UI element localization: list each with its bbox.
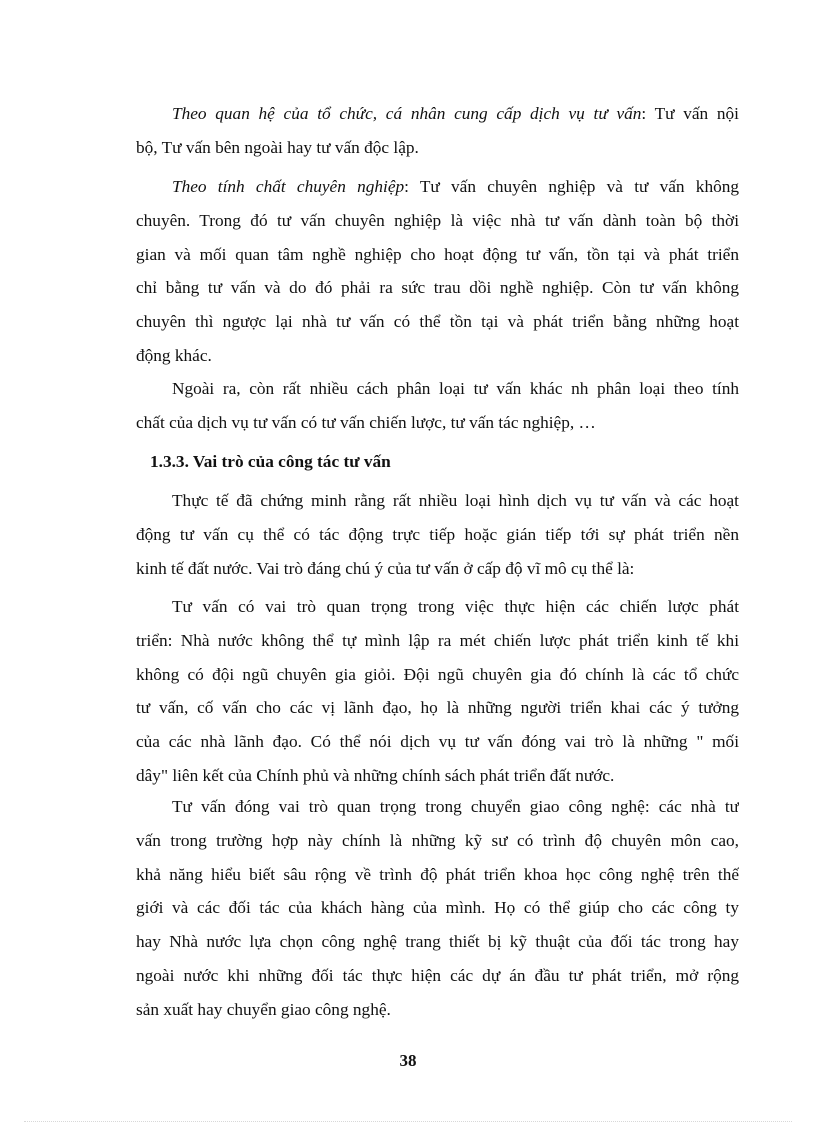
text-line: bộ, Tư vấn bên ngoài hay tư vấn độc lập. xyxy=(136,137,419,157)
paragraph-consulting-relation xyxy=(136,97,739,165)
text-line: gian và mối quan tâm nghề nghiệp cho hoạt động tư vấn, tồn tại và phát triển xyxy=(136,244,739,264)
paragraph-technology-transfer xyxy=(136,790,739,1027)
section-heading: 1.3.3. Vai trò của công tác tư vấn xyxy=(150,452,391,471)
text-line xyxy=(136,170,739,204)
text-line: khả năng hiểu biết sâu rộng về trình độ phát triển khoa học công nghệ trên thế xyxy=(136,864,739,884)
text-line: vấn trong trường hợp này chính là những kỹ sư có trình độ chuyên môn cao, xyxy=(136,830,739,850)
text-line: chất của dịch vụ tư vấn có tư vấn chiến lược, tư vấn tác nghiệp, … xyxy=(136,412,596,432)
text-line: sản xuất hay chuyển giao công nghệ. xyxy=(136,999,391,1019)
text-run: : Tư vấn chuyên nghiệp và tư vấn không xyxy=(404,177,739,196)
text-line: giới và các đối tác của khách hàng của mình. Họ có thể giúp cho các công ty xyxy=(136,898,739,918)
paragraph-strategy-role xyxy=(136,590,739,793)
italic-term: Theo quan hệ của tổ chức, cá nhân cung cấp dịch vụ tư vấn xyxy=(172,104,642,123)
text-line: kinh tế đất nước. Vai trò đáng chú ý của tư vấn ở cấp độ vĩ mô cụ thể là: xyxy=(136,558,635,578)
text-line: chỉ bằng tư vấn và do đó phải ra sức trau dồi nghề nghiệp. Còn tư vấn không xyxy=(136,278,739,298)
text-line: ngoài nước khi những đối tác thực hiện các dự án đầu tư phát triển, mở rộng xyxy=(136,965,739,985)
text-line: chuyên. Trong đó tư vấn chuyên nghiệp là việc nhà tư vấn dành toàn bộ thời xyxy=(136,210,739,230)
text-line: của các nhà lãnh đạo. Có thể nói dịch vụ tư vấn đóng vai trò là những " mối xyxy=(136,732,739,752)
text-line: không có đội ngũ chuyên gia giỏi. Đội ngũ chuyên gia đó chính là các tổ chức xyxy=(136,664,739,684)
paragraph-reality xyxy=(136,484,739,585)
text-run: : Tư vấn nội xyxy=(641,104,739,123)
text-line xyxy=(136,97,739,131)
page-number: 38 xyxy=(399,1051,417,1070)
text-line: động khác. xyxy=(136,345,212,365)
italic-term: Theo tính chất chuyên nghiệp xyxy=(172,177,405,196)
text-line: triển: Nhà nước không thể tự mình lập ra mét chiến lược phát triển kinh tế khi xyxy=(136,630,739,650)
text-line: Ngoài ra, còn rất nhiều cách phân loại tư vấn khác nh phân loại theo tính xyxy=(172,379,739,398)
text-line: dây" liên kết của Chính phủ và những chính sách phát triển đất nước. xyxy=(136,765,615,785)
text-line: Thực tế đã chứng minh rằng rất nhiều loại hình dịch vụ tư vấn và các hoạt xyxy=(172,491,739,510)
text-line: Tư vấn đóng vai trò quan trọng trong chuyển giao công nghệ: các nhà tư xyxy=(172,797,739,816)
text-line: Tư vấn có vai trò quan trọng trong việc thực hiện các chiến lược phát xyxy=(172,597,739,616)
text-line: động tư vấn cụ thể có tác động trực tiếp hoặc gián tiếp tới sự phát triển nền xyxy=(136,524,739,544)
text-line: chuyên thì ngược lại nhà tư vấn có thể tồn tại và phát triển bằng những hoạt xyxy=(136,312,739,332)
text-line: tư vấn, cố vấn cho các vị lãnh đạo, họ là những người triển khai các ý tưởng xyxy=(136,698,739,718)
paragraph-professional-nature xyxy=(136,170,739,373)
text-line: hay Nhà nước lựa chọn công nghệ trang thiết bị kỹ thuật của đối tác trong hay xyxy=(136,932,739,952)
page-bottom-divider xyxy=(24,1121,792,1122)
paragraph-other-classifications xyxy=(136,372,739,440)
